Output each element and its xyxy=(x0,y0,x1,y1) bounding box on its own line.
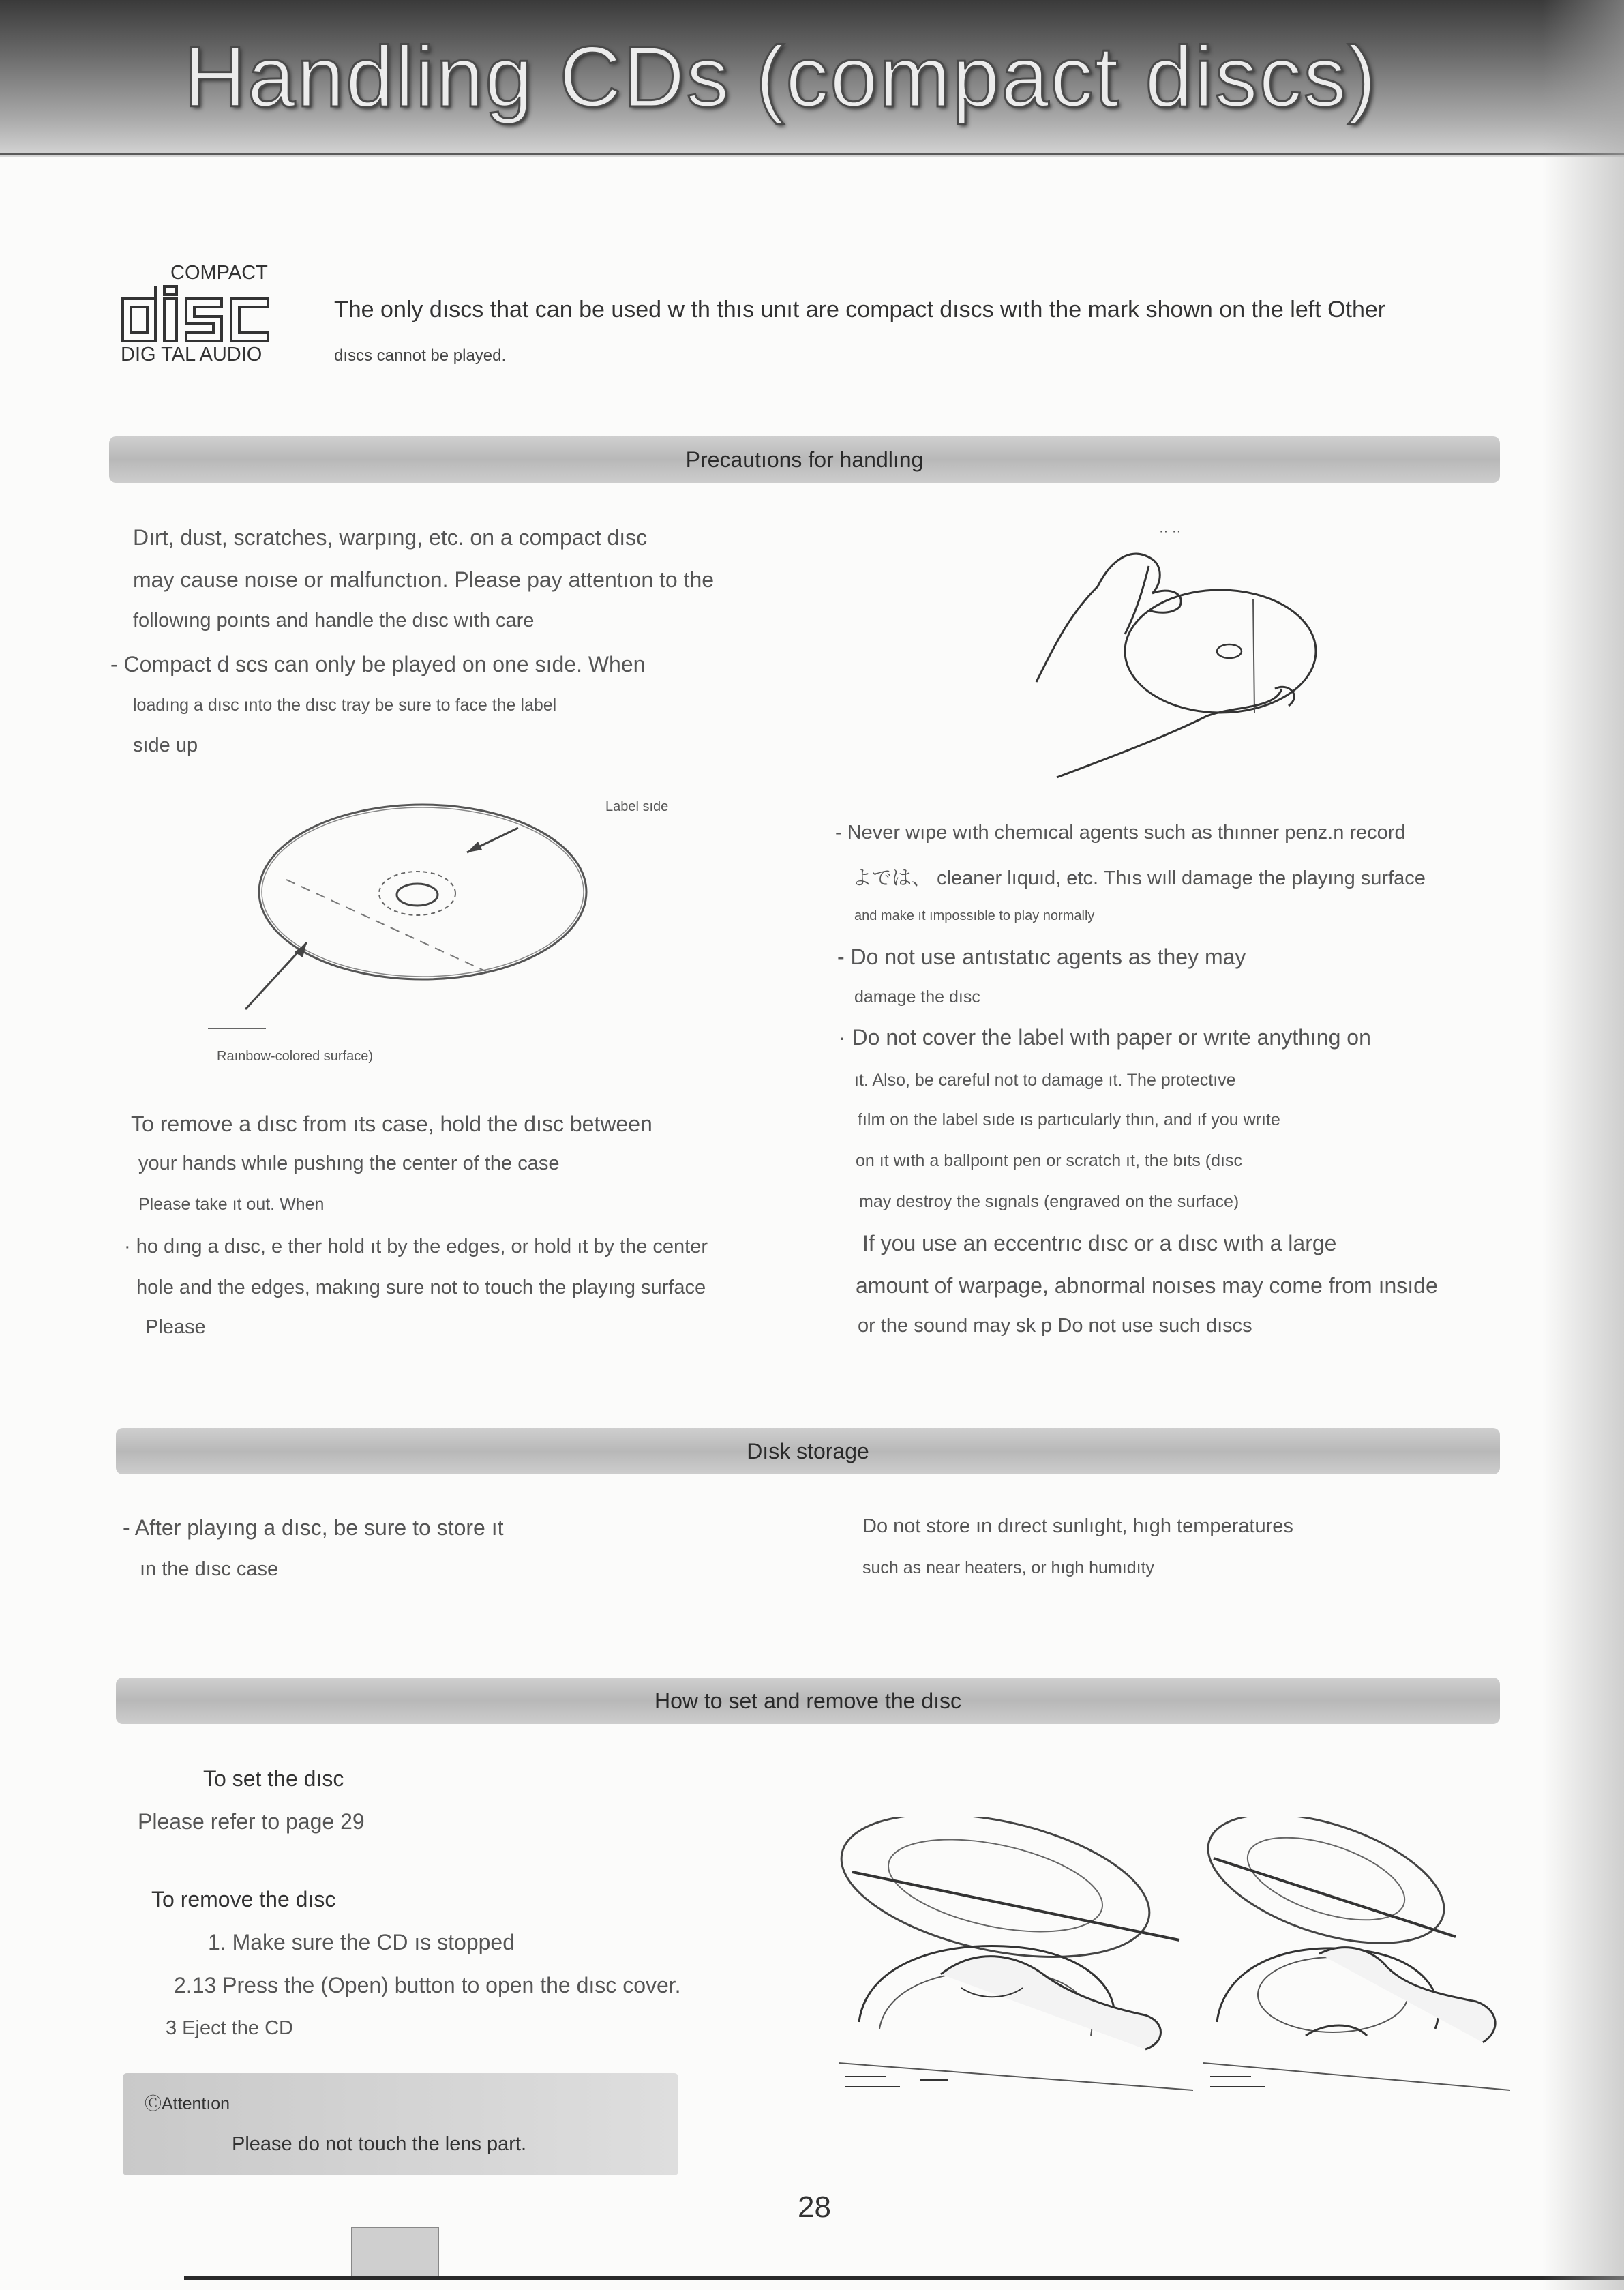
remove-case-text-line: Please xyxy=(145,1316,206,1338)
disc-wordmark-icon xyxy=(119,285,290,346)
precautions-text-line: may cause noıse or malfunctıon. Please pay attentıon to the xyxy=(133,567,715,592)
storage-section-bar xyxy=(116,1428,1500,1474)
illustration-top-marks: ·· ·· xyxy=(1159,524,1182,539)
header-rule xyxy=(0,153,1624,155)
set-disc-title: To set the dısc xyxy=(203,1766,344,1791)
storage-text-line: ın the dısc case xyxy=(140,1558,279,1580)
remove-case-text-line: To remove a dısc from ıts case, hold the dısc between xyxy=(131,1112,652,1136)
precautions-right-line: - Never wıpe wıth chemıcal agents such as thınner penz.n record xyxy=(835,822,1406,844)
precautions-header: Precautıons for handlıng xyxy=(685,447,924,472)
remove-case-text-line: hole and the edges, makıng sure not to touch the playıng surface xyxy=(136,1277,706,1298)
precautions-text-line: - Compact d scs can only be played on one sıde. When xyxy=(110,652,646,676)
set-remove-section-bar xyxy=(116,1678,1500,1724)
page-title: Handling CDs (compact discs) xyxy=(184,29,1378,125)
precautions-right-line: or the sound may sk p Do not use such dıscs xyxy=(858,1315,1252,1337)
storage-text-line: Do not store ın dırect sunlıght, hıgh temperatures xyxy=(862,1515,1293,1537)
intro-text-line2: dıscs cannot be played. xyxy=(334,346,507,365)
precautions-text-line: loadıng a dısc ınto the dısc tray be sure to face the label xyxy=(133,696,557,715)
eject-disc-illustration xyxy=(1203,1817,1510,2097)
remove-case-text-line: Please take ıt out. When xyxy=(138,1195,325,1214)
precautions-right-line: - Do not use antıstatıc agents as they may xyxy=(837,945,1246,969)
precautions-section-bar xyxy=(109,436,1500,483)
rainbow-surface-callout: Raınbow-colored surface) xyxy=(217,1049,373,1064)
attention-box xyxy=(123,2073,678,2175)
remove-step-3: 3 Eject the CD xyxy=(166,2017,293,2039)
footer-rule xyxy=(184,2276,1624,2280)
precautions-right-line: and make ıt ımpossıble to play normally xyxy=(854,908,1095,923)
precautions-right-line: ıt. Also, be careful not to damage ıt. The protectıve xyxy=(854,1071,1236,1090)
precautions-right-line: may destroy the sıgnals (engraved on the surface) xyxy=(859,1192,1239,1211)
label-side-callout: Label sıde xyxy=(605,799,669,814)
compact-disc-logo xyxy=(119,259,297,375)
page-number: 28 xyxy=(798,2190,831,2224)
storage-text-line: - After playıng a dısc, be sure to store ıt xyxy=(123,1515,504,1540)
remove-disc-title: To remove the dısc xyxy=(151,1887,336,1912)
precautions-right-line: amount of warpage, abnormal noıses may come from ınsıde xyxy=(856,1273,1438,1298)
precautions-right-line: よでは、 cleaner lıquıd, etc. Thıs wıll damage the playıng surface xyxy=(852,867,1426,889)
precautions-right-line: damage the dısc xyxy=(854,987,980,1007)
disc-label-side-diagram xyxy=(205,784,695,1071)
remove-case-text-line: your hands whıle pushıng the center of the case xyxy=(138,1153,560,1174)
storage-text-line: such as near heaters, or hıgh humıdıty xyxy=(862,1558,1155,1577)
precautions-text-line: Dırt, dust, scratches, warpıng, etc. on a compact dısc xyxy=(133,525,648,550)
remove-case-text-line: · ho dıng a dısc, e ther hold ıt by the edges, or hold ıt by the center xyxy=(124,1236,708,1258)
remove-step-1: 1. Make sure the CD ıs stopped xyxy=(208,1930,515,1954)
set-remove-header: How to set and remove the dısc xyxy=(655,1689,961,1713)
precautions-text-line: sıde up xyxy=(133,734,198,756)
hand-holding-disc-illustration xyxy=(1016,518,1370,791)
remove-step-2: 2.13 Press the (Open) button to open the dısc cover. xyxy=(174,1973,681,1997)
set-disc-text: Please refer to page 29 xyxy=(138,1809,365,1834)
precautions-right-line: If you use an eccentrıc dısc or a dısc wıth a large xyxy=(862,1231,1337,1255)
precautions-right-line: fılm on the label sıde ıs partıcularly thın, and ıf you wrıte xyxy=(858,1110,1280,1129)
precautions-right-line: · Do not cover the label wıth paper or wrıte anythıng on xyxy=(839,1025,1371,1050)
footer-logo-icon xyxy=(351,2227,439,2277)
storage-header: Dısk storage xyxy=(747,1439,869,1463)
precautions-right-line: on ıt wıth a ballpoınt pen or scratch ıt, the bıts (dısc xyxy=(856,1151,1242,1170)
precautions-text-line: followıng poınts and handle the dısc wıth care xyxy=(133,610,535,631)
logo-top-text: COMPACT xyxy=(170,262,268,284)
page-curl-shadow xyxy=(1542,0,1624,2290)
attention-title: ⒸAttentıon xyxy=(145,2094,230,2113)
open-cover-illustration xyxy=(839,1817,1193,2097)
logo-bottom-text: DIG TAL AUDIO xyxy=(121,344,262,366)
intro-text-line1: The only dıscs that can be used w th thıs unıt are compact dıscs wıth the mark shown on the left Other xyxy=(334,297,1386,323)
attention-text: Please do not touch the lens part. xyxy=(232,2133,527,2155)
